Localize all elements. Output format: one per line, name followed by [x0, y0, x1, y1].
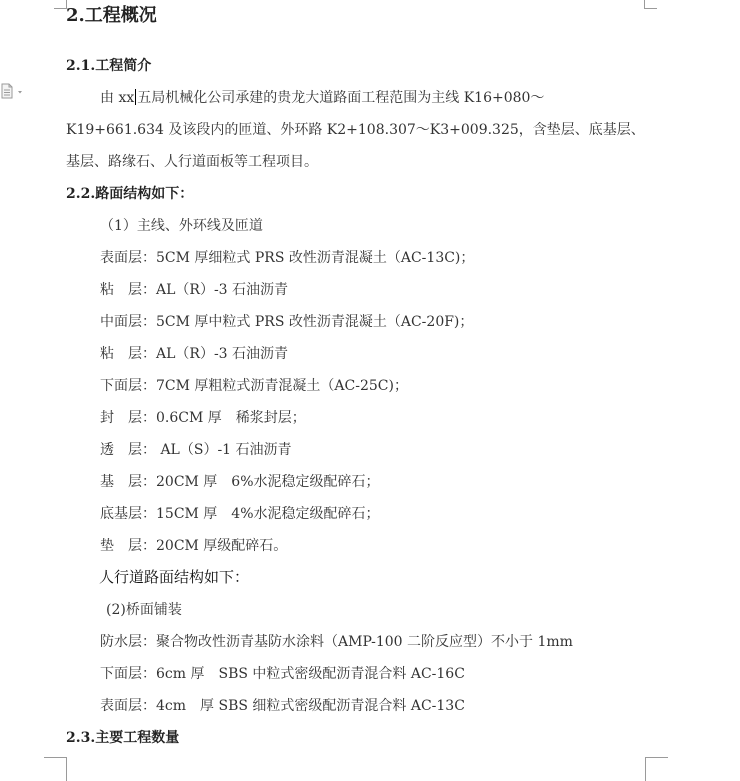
subheading-main-line: （1）主线、外环线及匝道 [100, 218, 263, 234]
sidewalk-structure-heading: 人行道路面结构如下： [99, 568, 250, 586]
bridge-surface-layer: 表面层：4cm 厚 SBS 细粒式密级配沥青混合料 AC-13C [100, 698, 465, 714]
section-heading-2-3: 2.3.主要工程数量 [66, 730, 180, 746]
crop-mark-top-right [644, 0, 657, 9]
layer-tack-2: 粘 层：AL（R）-3 石油沥青 [100, 346, 289, 362]
layer-seal: 封 层：0.6CM 厚 稀浆封层； [100, 410, 306, 426]
intro-paragraph-line-3: 基层、路缘石、人行道面板等工程项目。 [66, 154, 318, 170]
crop-mark-bottom-left [44, 757, 67, 781]
document-icon[interactable] [1, 83, 27, 99]
section-heading-2: 2.工程概况 [66, 5, 157, 26]
section-heading-2-1: 2.1.工程简介 [66, 58, 152, 74]
layer-middle: 中面层：5CM 厚中粒式 PRS 改性沥青混凝土（AC-20F)； [100, 314, 474, 330]
intro-paragraph-line-1 [100, 88, 544, 108]
bridge-waterproof-layer: 防水层：聚合物改性沥青基防水涂料（AMP-100 二阶反应型）不小于 1mm [100, 634, 573, 650]
intro-text-b: 五局机械化公司承建的贵龙大道路面工程范围为主线 K16+080～ [137, 90, 545, 106]
layer-tack-1: 粘 层：AL（R）-3 石油沥青 [100, 282, 289, 298]
layer-base: 基 层：20CM 厚 6%水泥稳定级配碎石； [100, 474, 380, 490]
intro-text-a: 由 xx [100, 90, 135, 106]
section-heading-2-2: 2.2.路面结构如下： [66, 186, 194, 202]
layer-prime: 透 层： AL（S）-1 石油沥青 [100, 442, 292, 458]
layer-cushion: 垫 层：20CM 厚级配碎石。 [100, 538, 288, 554]
layer-surface: 表面层：5CM 厚细粒式 PRS 改性沥青混凝土（AC-13C)； [100, 250, 475, 266]
bridge-lower-layer: 下面层：6cm 厚 SBS 中粒式密级配沥青混合料 AC-16C [100, 666, 465, 682]
intro-paragraph-line-2: K19+661.634 及该段内的匝道、外环路 K2+108.307～K3+009.325，含垫层、底基层、 [66, 122, 645, 138]
layer-lower: 下面层：7CM 厚粗粒式沥青混凝土（AC-25C)； [100, 378, 408, 394]
subheading-bridge-deck: (2)桥面铺装 [106, 602, 182, 618]
crop-mark-bottom-right [645, 757, 668, 781]
layer-subbase: 底基层：15CM 厚 4%水泥稳定级配碎石； [100, 506, 380, 522]
